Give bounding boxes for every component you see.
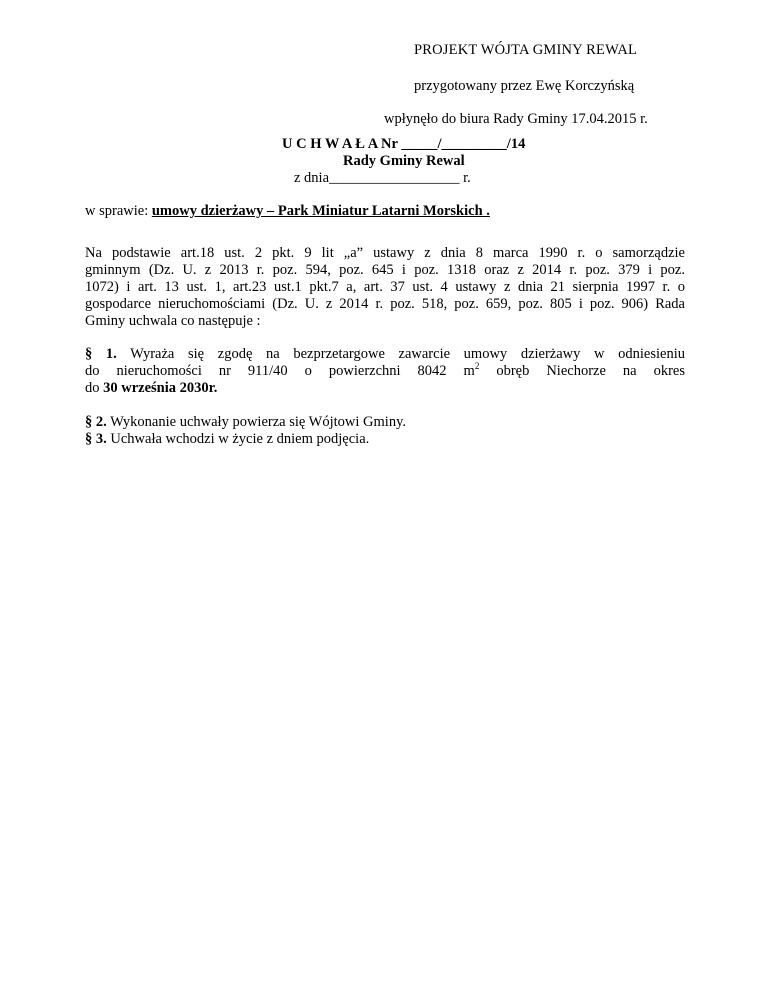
basis-line: gminnym (Dz. U. z 2013 r. poz. 594, poz. 645 i poz. 1318 oraz z 2014 r. poz. 379 i poz. xyxy=(85,262,685,278)
resolution-date: z dnia__________________ r. xyxy=(294,170,471,186)
section-1-line: do nieruchomości nr 911/40 o powierzchni 8042 $m^2$ obręb Niechorze na okres xyxy=(85,361,685,379)
section-1-label: § 1. xyxy=(85,346,117,362)
section-1-line: do 30 września 2030r. xyxy=(85,380,218,396)
subject-text: umowy dzierżawy – Park Miniatur Latarni Morskich . xyxy=(151,203,490,219)
section-1 xyxy=(85,346,685,397)
subject-line xyxy=(85,203,490,220)
section-3-label: § 3. xyxy=(85,431,107,447)
basis-line: gospodarce nieruchomościami (Dz. U. z 2014 r. poz. 518, poz. 659, poz. 805 i poz. 906) Rada xyxy=(85,296,685,312)
project-header: PROJEKT WÓJTA GMINY REWAL xyxy=(414,42,638,58)
prepared-by-line: przygotowany przez Ewę Korczyńską xyxy=(414,78,635,94)
received-line: wpłynęło do biura Rady Gminy 17.04.2015 r. xyxy=(384,111,648,127)
section-2 xyxy=(85,414,685,431)
legal-basis-paragraph xyxy=(85,245,685,330)
resolution-title: U C H W A Ł A Nr _____/_________/14 xyxy=(282,136,526,152)
superscript: 2 xyxy=(474,361,480,371)
section-2-text: Wykonanie uchwały powierza się Wójtowi Gminy. xyxy=(106,414,407,430)
subject-prefix: w sprawie: xyxy=(85,203,152,219)
basis-line: 1072) i art. 13 ust. 1, art.23 ust.1 pkt.7 a, art. 37 ust. 4 ustawy z dnia 21 sierpnia 1997 r. o xyxy=(85,279,685,295)
end-date: 30 września 2030r. xyxy=(103,380,218,396)
council-name: Rady Gminy Rewal xyxy=(343,153,465,169)
basis-line: Gminy uchwala co następuje : xyxy=(85,313,261,329)
section-2-label: § 2. xyxy=(85,414,107,430)
basis-line: Na podstawie art.18 ust. 2 pkt. 9 lit „a” ustawy z dnia 8 marca 1990 r. o samorządzie xyxy=(85,245,685,261)
section-3-text: Uchwała wchodzi w życie z dniem podjęcia. xyxy=(106,431,370,447)
section-1-line: § 1. Wyraża się zgodę na bezprzetargowe zawarcie umowy dzierżawy w odniesieniu xyxy=(85,346,686,362)
section-3 xyxy=(85,431,685,448)
